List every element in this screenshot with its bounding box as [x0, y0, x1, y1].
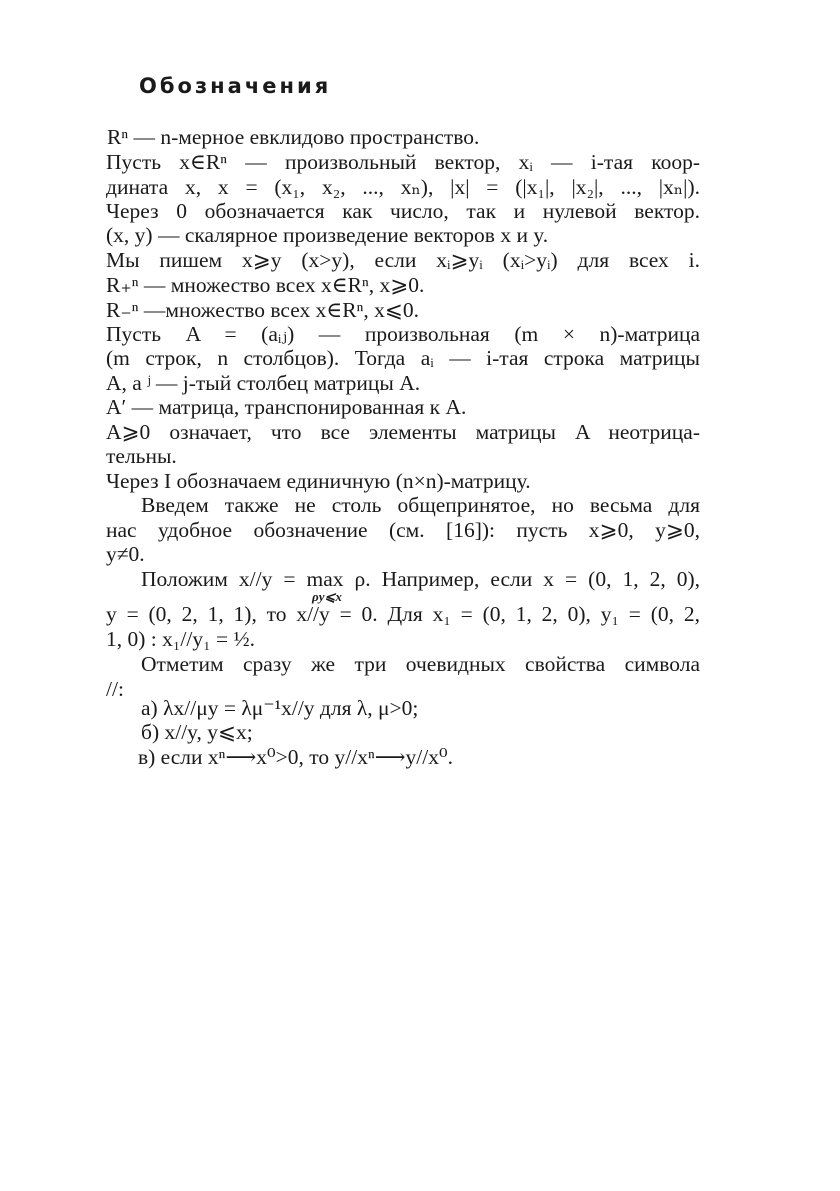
text-line-1: Rⁿ — n-мерное евклидово пространство.: [107, 125, 480, 149]
text-line-7: R₊ⁿ — множество всех x∈Rⁿ, x⩾0.: [106, 273, 425, 297]
text-line-4: Через 0 обозначается как число, так и нулевой вектор.: [106, 199, 700, 223]
property-b: б) x//y, y⩽x;: [141, 720, 253, 744]
text-line-11: A, a ʲ — j-тый столбец матрицы A.: [106, 371, 421, 395]
max-subscript: ρy⩽x: [312, 589, 342, 604]
text-line-6: Мы пишем x⩾y (x>y), если xᵢ⩾yᵢ (xᵢ>yᵢ) для всех i.: [106, 248, 700, 272]
text-line-16: Введем также не столь общепринятое, но весьма для: [141, 493, 700, 517]
text-line-23: //:: [106, 677, 124, 701]
text-line-5: (x, y) — скалярное произведение векторов x и y.: [106, 223, 549, 247]
section-heading: Обозначения: [139, 74, 332, 98]
text-line-10: (m строк, n столбцов). Тогда aᵢ — i-тая строка матрицы: [106, 346, 700, 370]
text-line-12: A′ — матрица, транспонированная к A.: [106, 395, 467, 419]
text-line-17: нас удобное обозначение (см. [16]): пусть x⩾0, y⩾0,: [106, 518, 700, 542]
text-line-21: 1, 0) : x₁//y₁ = ½.: [106, 627, 255, 651]
property-a: а) λx//μy = λμ⁻¹x//y для λ, μ>0;: [141, 696, 419, 720]
text-line-3: дината x, x = (x₁, x₂, ..., xₙ), |x| = (|x₁|, |x₂|, ..., |xₙ|).: [106, 175, 700, 199]
text-line-14: тельны.: [106, 444, 177, 468]
text-line-8: R₋ⁿ —множество всех x∈Rⁿ, x⩽0.: [106, 298, 420, 322]
text-line-19: Положим x//y = max ρ. Например, если x = (0, 1, 2, 0),: [141, 567, 700, 591]
text-line-9: Пусть A = (aᵢⱼ) — произвольная (m × n)-матрица: [106, 322, 700, 346]
property-c: в) если xⁿ⟶x⁰>0, то y//xⁿ⟶y//x⁰.: [138, 745, 453, 769]
text-line-18: y≠0.: [106, 542, 145, 566]
text-line-22: Отметим сразу же три очевидных свойства символа: [141, 652, 700, 676]
text-line-13: A⩾0 означает, что все элементы матрицы A неотрица-: [106, 420, 700, 444]
text-line-2: Пусть x∈Rⁿ — произвольный вектор, xᵢ — i-тая коор-: [106, 150, 700, 174]
text-line-15: Через I обозначаем единичную (n×n)-матрицу.: [106, 469, 531, 493]
text-line-20: y = (0, 2, 1, 1), то x//y = 0. Для x₁ = (0, 1, 2, 0), y₁ = (0, 2,: [106, 602, 700, 626]
